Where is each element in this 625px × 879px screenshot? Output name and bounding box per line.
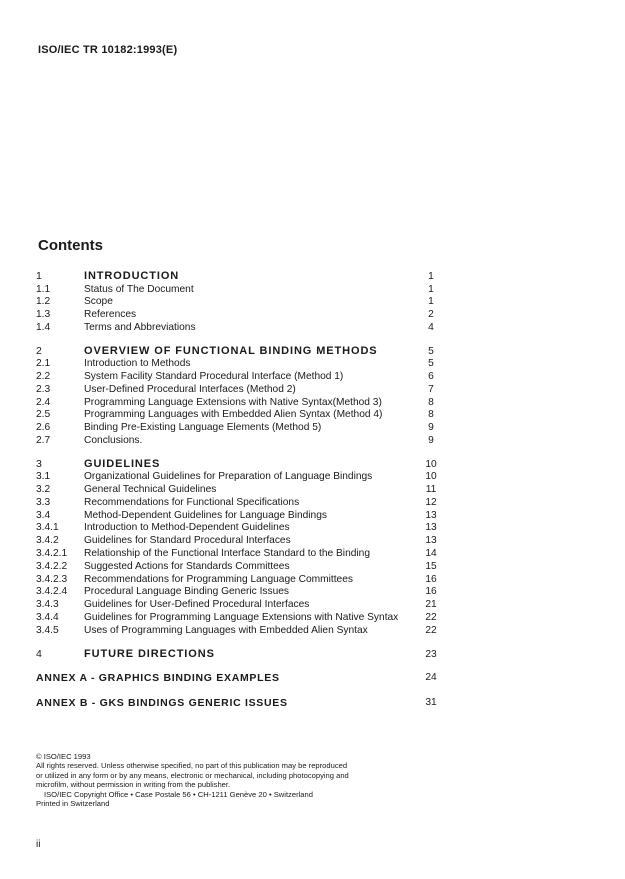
toc-page: 16 bbox=[425, 573, 437, 585]
toc-entry[interactable] bbox=[36, 284, 446, 297]
toc-entry[interactable] bbox=[36, 435, 446, 448]
toc-number: 3.4.5 bbox=[36, 624, 59, 636]
toc-number: 2 bbox=[36, 344, 42, 357]
toc-title: Relationship of the Functional Interface Standard to the Binding bbox=[84, 548, 371, 560]
toc-entry[interactable] bbox=[36, 397, 446, 410]
table-of-contents bbox=[36, 270, 446, 710]
toc-title: Guidelines for Standard Procedural Interfaces bbox=[84, 535, 291, 547]
toc-entry[interactable] bbox=[36, 586, 446, 599]
toc-entry[interactable] bbox=[36, 296, 446, 309]
toc-title: Conclusions. bbox=[84, 434, 143, 446]
toc-page: 5 bbox=[428, 345, 434, 357]
toc-entry[interactable] bbox=[36, 561, 446, 574]
copyright-notice bbox=[36, 752, 396, 808]
toc-entry[interactable] bbox=[36, 648, 446, 662]
toc-title: Scope bbox=[84, 296, 113, 308]
copyright-office-address: ISO/IEC Copyright Office • Case Postale 56 • CH-1211 Genève 20 • Switzerland bbox=[44, 789, 313, 799]
copyright-line: © ISO/IEC 1993 bbox=[36, 752, 91, 761]
toc-number: 2.2 bbox=[36, 370, 51, 382]
toc-page: 14 bbox=[425, 548, 437, 560]
toc-entry[interactable] bbox=[36, 612, 446, 625]
toc-title: FUTURE DIRECTIONS bbox=[84, 647, 215, 660]
toc-title: Guidelines for User-Defined Procedural Interfaces bbox=[84, 599, 310, 611]
toc-number: 3 bbox=[36, 457, 42, 470]
toc-entry[interactable] bbox=[36, 484, 446, 497]
toc-page: 16 bbox=[425, 586, 437, 598]
toc-title: Uses of Programming Languages with Embedded Alien Syntax bbox=[84, 624, 368, 636]
toc-page: 6 bbox=[428, 370, 434, 382]
toc-title: Suggested Actions for Standards Committees bbox=[84, 560, 290, 572]
toc-number: 3.4.2 bbox=[36, 535, 59, 547]
toc-title: General Technical Guidelines bbox=[84, 484, 217, 496]
toc-entry[interactable] bbox=[36, 510, 446, 523]
toc-entry[interactable] bbox=[36, 345, 446, 359]
toc-page: 13 bbox=[425, 509, 437, 521]
toc-entry[interactable] bbox=[36, 625, 446, 638]
toc-page: 1 bbox=[428, 271, 434, 282]
toc-page: 24 bbox=[425, 672, 437, 684]
toc-title: Programming Languages with Embedded Alien Syntax (Method 4) bbox=[84, 409, 383, 421]
toc-title: References bbox=[84, 309, 137, 321]
toc-number: 3.4.1 bbox=[36, 522, 59, 534]
toc-number: 3.2 bbox=[36, 484, 51, 496]
toc-entry[interactable] bbox=[36, 458, 446, 472]
toc-entry[interactable] bbox=[36, 358, 446, 371]
toc-page: 22 bbox=[425, 624, 437, 636]
toc-page: 13 bbox=[425, 535, 437, 547]
toc-entry[interactable] bbox=[36, 599, 446, 612]
toc-number: 3.4 bbox=[36, 509, 51, 521]
toc-title: Programming Language Extensions with Native Syntax(Method 3) bbox=[84, 396, 382, 408]
toc-entry[interactable] bbox=[36, 384, 446, 397]
toc-number: 2.7 bbox=[36, 434, 51, 446]
document-identifier: ISO/IEC TR 10182:1993(E) bbox=[38, 44, 178, 56]
toc-number: 1 bbox=[36, 270, 42, 282]
toc-title: User-Defined Procedural Interfaces (Method 2) bbox=[84, 383, 296, 395]
toc-number: 2.4 bbox=[36, 396, 51, 408]
contents-heading: Contents bbox=[38, 237, 103, 254]
toc-number: 3.4.2.1 bbox=[36, 548, 68, 560]
toc-title: Guidelines for Programming Language Extensions with Native Syntax bbox=[84, 612, 399, 624]
toc-number: 2.5 bbox=[36, 409, 51, 421]
toc-title: ANNEX B - GKS BINDINGS GENERIC ISSUES bbox=[36, 697, 288, 710]
toc-entry[interactable] bbox=[36, 535, 446, 548]
toc-annex-entry[interactable] bbox=[36, 696, 446, 710]
toc-page: 11 bbox=[425, 484, 437, 496]
toc-page: 10 bbox=[425, 458, 437, 470]
toc-page: 1 bbox=[428, 296, 434, 308]
toc-title: Introduction to Methods bbox=[84, 358, 191, 370]
toc-page: 15 bbox=[425, 560, 437, 572]
toc-page: 10 bbox=[425, 471, 437, 483]
toc-number: 3.4.2.3 bbox=[36, 573, 68, 585]
toc-page: 23 bbox=[425, 648, 437, 660]
toc-page: 4 bbox=[428, 321, 434, 333]
toc-title: ANNEX A - GRAPHICS BINDING EXAMPLES bbox=[36, 672, 280, 685]
toc-title: Organizational Guidelines for Preparation of Language Bindings bbox=[84, 471, 373, 483]
toc-page: 9 bbox=[428, 434, 434, 446]
toc-entry[interactable] bbox=[36, 574, 446, 587]
toc-number: 1.3 bbox=[36, 309, 51, 321]
toc-title: Procedural Language Binding Generic Issues bbox=[84, 586, 290, 598]
printed-in: Printed in Switzerland bbox=[36, 799, 110, 809]
toc-page: 13 bbox=[425, 522, 437, 534]
toc-title: INTRODUCTION bbox=[84, 270, 180, 282]
toc-entry[interactable] bbox=[36, 471, 446, 484]
toc-page: 7 bbox=[428, 383, 434, 395]
toc-page: 21 bbox=[425, 599, 437, 611]
toc-title: OVERVIEW OF FUNCTIONAL BINDING METHODS bbox=[84, 344, 378, 357]
toc-number: 3.4.2.2 bbox=[36, 560, 68, 572]
toc-page: 31 bbox=[425, 697, 437, 709]
toc-number: 1.4 bbox=[36, 321, 51, 333]
toc-title: Status of The Document bbox=[84, 283, 194, 295]
toc-entry[interactable] bbox=[36, 522, 446, 535]
toc-number: 3.3 bbox=[36, 496, 51, 508]
toc-number: 1.1 bbox=[36, 283, 51, 295]
toc-section-3 bbox=[36, 458, 446, 638]
toc-number: 3.1 bbox=[36, 471, 51, 483]
toc-title: System Facility Standard Procedural Interface (Method 1) bbox=[84, 370, 344, 382]
toc-title: Introduction to Method-Dependent Guidelines bbox=[84, 522, 290, 534]
toc-entry[interactable] bbox=[36, 371, 446, 384]
toc-number: 2.6 bbox=[36, 422, 51, 434]
toc-title: Method-Dependent Guidelines for Language Bindings bbox=[84, 509, 327, 521]
toc-entry[interactable] bbox=[36, 270, 446, 284]
toc-title: GUIDELINES bbox=[84, 457, 161, 470]
rights-text: or utilized in any form or by any means, electronic or mechanical, including photocopying and bbox=[36, 770, 349, 780]
toc-page: 1 bbox=[428, 283, 434, 295]
rights-text: microfilm, without permission in writing from the publisher. bbox=[36, 780, 231, 790]
toc-title: Recommendations for Functional Specifications bbox=[84, 496, 300, 508]
toc-entry[interactable] bbox=[36, 322, 446, 335]
toc-number: 2.3 bbox=[36, 383, 51, 395]
toc-title: Binding Pre-Existing Language Elements (Method 5) bbox=[84, 422, 322, 434]
toc-page: 22 bbox=[425, 612, 437, 624]
toc-title: Terms and Abbreviations bbox=[84, 321, 196, 333]
toc-number: 3.4.4 bbox=[36, 612, 59, 624]
toc-page: 8 bbox=[428, 396, 434, 408]
toc-title: Recommendations for Programming Language Committees bbox=[84, 573, 353, 585]
toc-entry[interactable] bbox=[36, 409, 446, 422]
toc-section-2 bbox=[36, 345, 446, 448]
toc-page: 8 bbox=[428, 409, 434, 421]
toc-annex-entry[interactable] bbox=[36, 671, 446, 685]
toc-entry[interactable] bbox=[36, 497, 446, 510]
page-number: ii bbox=[36, 839, 41, 850]
toc-number: 1.2 bbox=[36, 296, 51, 308]
toc-number: 2.1 bbox=[36, 358, 51, 370]
toc-entry[interactable] bbox=[36, 422, 446, 435]
toc-number: 3.4.3 bbox=[36, 599, 59, 611]
toc-page: 2 bbox=[428, 309, 434, 321]
toc-number: 3.4.2.4 bbox=[36, 586, 68, 598]
toc-number: 4 bbox=[36, 647, 42, 660]
toc-entry[interactable] bbox=[36, 548, 446, 561]
toc-page: 12 bbox=[425, 496, 437, 508]
rights-text: All rights reserved. Unless otherwise specified, no part of this publication may be reproduced bbox=[36, 761, 348, 771]
toc-entry[interactable] bbox=[36, 309, 446, 322]
toc-page: 9 bbox=[428, 422, 434, 434]
toc-page: 5 bbox=[428, 358, 434, 370]
toc-section-1 bbox=[36, 270, 446, 335]
